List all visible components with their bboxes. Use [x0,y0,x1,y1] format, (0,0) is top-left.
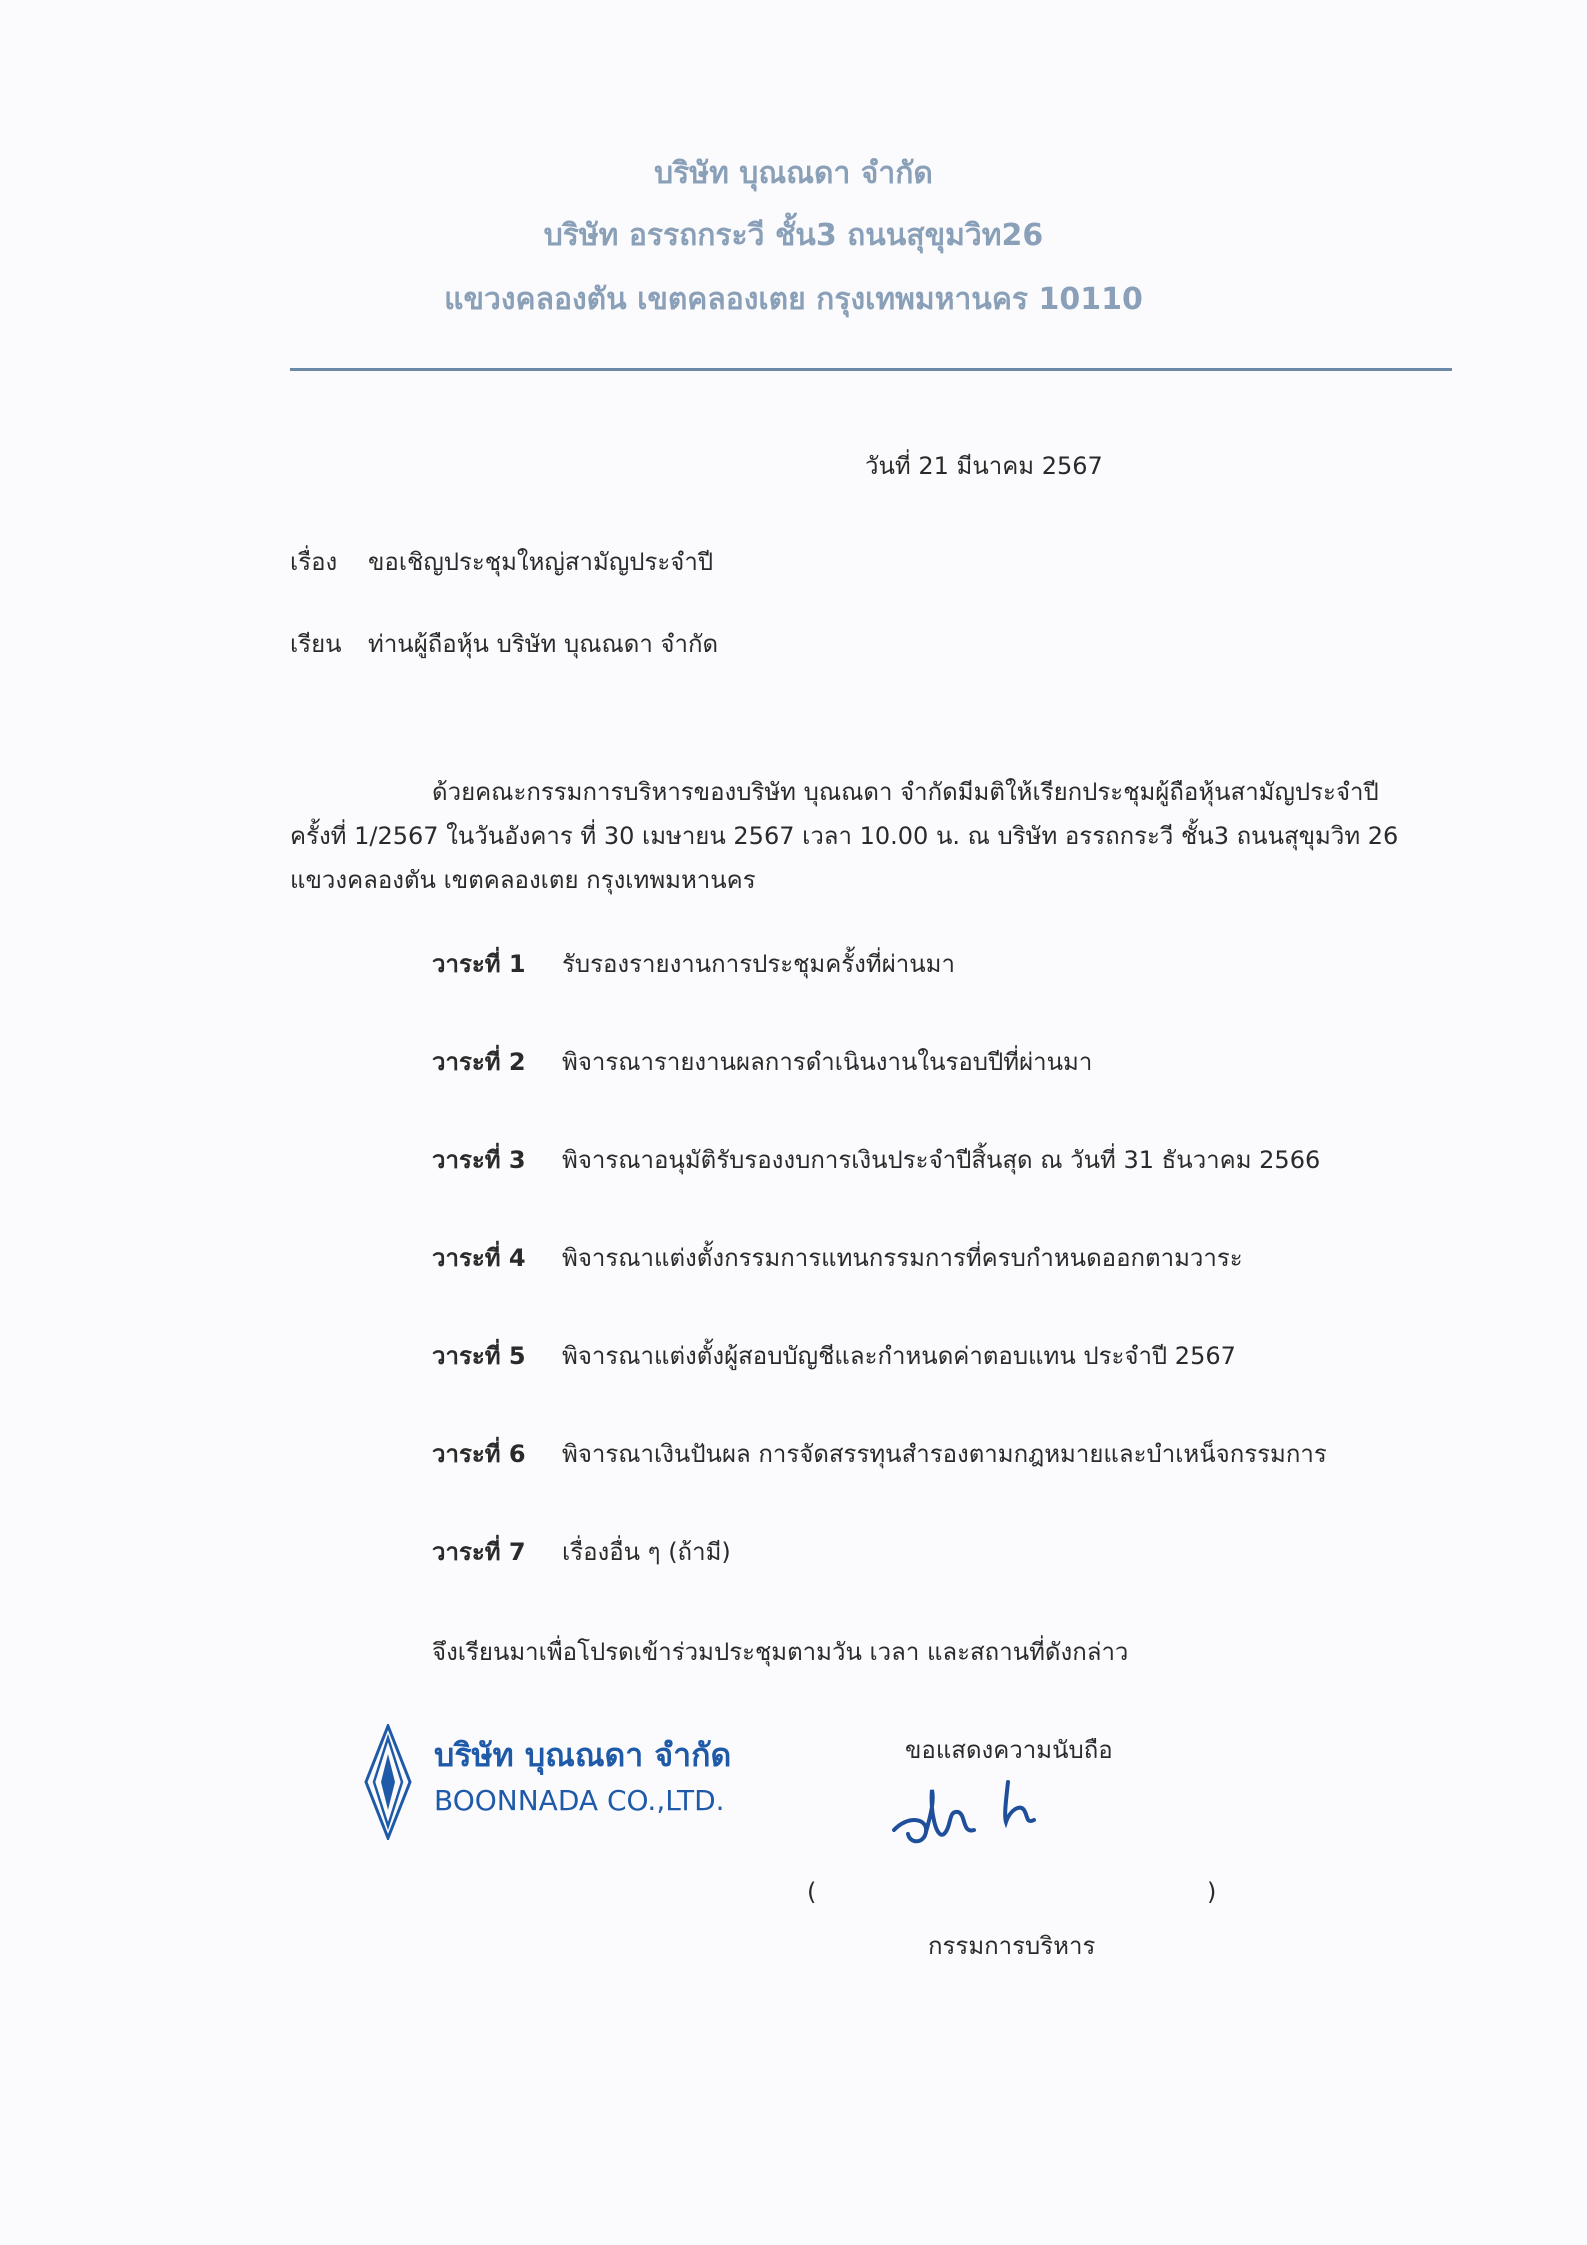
recipient-label: เรียน [290,630,342,658]
signatory-position: กรรมการบริหาร [928,1932,1096,1960]
signature-image [888,1760,1088,1860]
agenda-number: วาระที่ 4 [432,1244,526,1272]
agenda-number: วาระที่ 3 [432,1146,526,1174]
body-paragraph-line: ครั้งที่ 1/2567 ในวันอังคาร ที่ 30 เมษายน 2567 เวลา 10.00 น. ณ บริษัท อรรถกระวี ชั้น3 ถนนสุขุมวิท 26 [290,822,1399,850]
logo-company-name-thai: บริษัท บุณณดา จำกัด [434,1736,732,1774]
body-paragraph-line: แขวงคลองตัน เขตคลองเตย กรุงเทพมหานคร [290,866,756,894]
agenda-text: พิจารณารายงานผลการดำเนินงานในรอบปีที่ผ่านมา [562,1048,1093,1076]
letterhead-divider [290,368,1452,371]
letterhead-company-name: บริษัท บุณณดา จำกัด [654,156,933,191]
agenda-text: พิจารณาแต่งตั้งผู้สอบบัญชีและกำหนดค่าตอบแทน ประจำปี 2567 [562,1342,1236,1370]
diamond-logo-icon [364,1724,412,1840]
agenda-number: วาระที่ 6 [432,1440,526,1468]
closing-sentence: จึงเรียนมาเพื่อโปรดเข้าร่วมประชุมตามวัน เวลา และสถานที่ดังกล่าว [432,1638,1129,1666]
recipient-value: ท่านผู้ถือหุ้น บริษัท บุณณดา จำกัด [368,630,719,658]
agenda-number: วาระที่ 1 [432,950,526,978]
subject-value: ขอเชิญประชุมใหญ่สามัญประจำปี [368,548,714,576]
agenda-text: พิจารณาเงินปันผล การจัดสรรทุนสำรองตามกฎหมายและบำเหน็จกรรมการ [562,1440,1327,1468]
body-paragraph-line: ด้วยคณะกรรมการบริหารของบริษัท บุณณดา จำกัดมีมติให้เรียกประชุมผู้ถือหุ้นสามัญประจำปี [432,778,1379,806]
signature-name-close-paren: ) [1207,1878,1217,1906]
agenda-number: วาระที่ 7 [432,1538,526,1566]
agenda-number: วาระที่ 5 [432,1342,526,1370]
regards-text: ขอแสดงความนับถือ [905,1736,1113,1764]
agenda-number: วาระที่ 2 [432,1048,526,1076]
agenda-text: พิจารณาอนุมัติรับรองงบการเงินประจำปีสิ้นสุด ณ วันที่ 31 ธันวาคม 2566 [562,1146,1321,1174]
agenda-text: เรื่องอื่น ๆ (ถ้ามี) [562,1538,731,1566]
letterhead-address-line2: แขวงคลองตัน เขตคลองเตย กรุงเทพมหานคร 10110 [444,282,1143,317]
agenda-text: พิจารณาแต่งตั้งกรรมการแทนกรรมการที่ครบกำหนดออกตามวาระ [562,1244,1243,1272]
logo-company-name-english: BOONNADA CO.,LTD. [434,1784,725,1817]
agenda-text: รับรองรายงานการประชุมครั้งที่ผ่านมา [562,950,955,978]
letter-date: วันที่ 21 มีนาคม 2567 [865,452,1103,480]
letterhead-address-line1: บริษัท อรรถกระวี ชั้น3 ถนนสุขุมวิท26 [543,218,1044,253]
subject-label: เรื่อง [290,548,338,576]
signature-name-open-paren: ( [807,1878,817,1906]
